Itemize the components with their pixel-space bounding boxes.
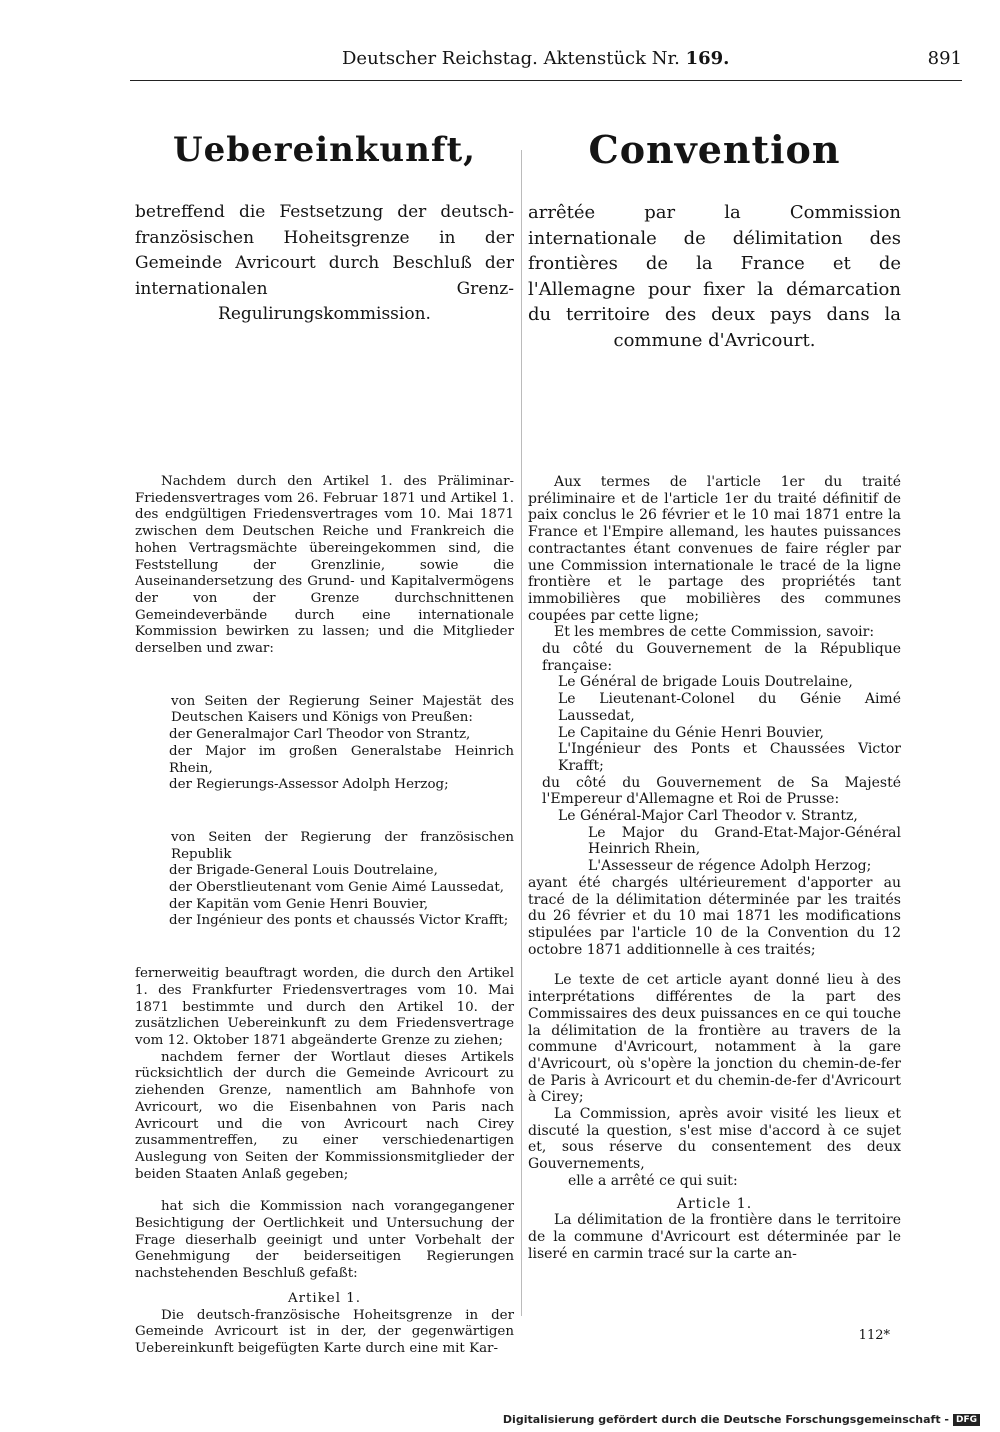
french-paragraph-2: ayant été chargés ultérieurement d'apporter au tracé de la délimitation déterminée par les traités du 26 février et du 10 mai 1871 les modifications stipulées par l'article 10 de la Convention du 12 octobre 1871 additionnelle à ces traités; — [528, 874, 901, 958]
french-member-fr-4: L'Ingénieur des Ponts et Chaussées Victor Krafft; — [558, 741, 901, 774]
page-number: 891 — [927, 48, 962, 69]
german-intro: Nachdem durch den Artikel 1. des Präliminar-Friedensvertrages vom 26. Februar 1871 und Artikel 1. des endgültigen Friedensvertrages vom 10. Mai 1871 zwischen dem Deutschen Reiche und Frankreich die hohen Vertragsmächte übereingekommen sind, die Feststellung der Grenzlinie, sowie die Auseinandersetzung des Grund- und Kapitalvermögens der von der Grenze durchschnittenen Gemeindeverbände durch eine internationale Kommission bewirken zu lassen; und die Mitglieder derselben und zwar: — [135, 474, 514, 657]
german-title: Uebereinkunft, — [172, 130, 477, 170]
french-paragraph-4: La Commission, après avoir visité les lieux et discuté la question, s'est mise d'accord à ce sujet et, sous réserve du consentement des deux Gouvernements, — [528, 1106, 901, 1173]
french-column — [528, 110, 901, 1262]
french-member-fr-1: Le Général de brigade Louis Doutrelaine, — [558, 674, 853, 691]
sheet-signature: 112* — [858, 1328, 890, 1343]
french-body — [528, 474, 901, 1262]
french-member-fr-3: Le Capitaine du Génie Henri Bouvier, — [558, 724, 824, 741]
german-member-de-1: der Generalmajor Carl Theodor von Strantz, — [169, 727, 471, 743]
header-document-number: 169. — [685, 48, 730, 69]
french-intro: Aux termes de l'article 1er du traité préliminaire et de l'article 1er du traité définitif de paix conclus le 26 février et le 10 mai 1871 entre la France et l'Empire allemand, les hautes puissances contractantes étant convenues de faire régler par une Commission internationale le tracé de la ligne frontière et le partage des propriétés tant immobilières que mobilières des communes coupées par cette ligne; — [528, 474, 901, 624]
german-party-de — [135, 694, 514, 794]
french-article-text: La délimitation de la frontière dans le territoire de la commune d'Avricourt est déterminée par le liseré en carmin tracé sur la carte an- — [528, 1212, 901, 1262]
german-member-de-3: der Regierungs-Assessor Adolph Herzog; — [169, 777, 449, 793]
french-subtitle: arrêtée par la Commission internationale de délimitation des frontières de la France et de l'Allemagne pour fixer la démarcation du territoire des deux pays dans la commune d'Avricourt. — [528, 202, 901, 351]
page-header — [130, 40, 962, 81]
german-member-fr-4: der Ingénieur des ponts et chaussés Victor Krafft; — [169, 913, 509, 929]
french-member-de-2: Le Major du Grand-Etat-Major-Général Heinrich Rhein, — [588, 824, 901, 858]
german-member-fr-1: der Brigade-General Louis Doutrelaine, — [169, 863, 438, 879]
header-title-text: Deutscher Reichstag. Aktenstück Nr. — [342, 48, 680, 69]
german-party-de-heading: von Seiten der Regierung Seiner Majestät des Deutschen Kaisers und Königs von Preußen: — [171, 693, 514, 726]
dfg-logo: DFG — [953, 1414, 980, 1426]
french-party-fr-heading: du côté du Gouvernement de la République française: — [542, 641, 901, 674]
german-paragraph-2: fernerweitig beauftragt worden, die durch den Artikel 1. des Frankfurter Friedensvertrages vom 10. Mai 1871 bestimmte und durch den Artikel 10. der zusätzlichen Uebereinkunft zu dem Friedensvertrage vom 12. Oktober 1871 abgeänderte Grenze zu ziehen; — [135, 966, 514, 1048]
german-subtitle: betreffend die Festsetzung der deutsch-französischen Hoheitsgrenze in der Gemeinde Avricourt durch Beschluß der internationalen Grenz-Regulirungskommission. — [135, 202, 514, 325]
german-article-text: Die deutsch-französische Hoheitsgrenze in der Gemeinde Avricourt ist in der, der gegenwärtigen Uebereinkunft beigefügten Karte durch eine mit Kar- — [135, 1307, 514, 1356]
german-paragraph-4: hat sich die Kommission nach vorangegangener Besichtigung der Oertlichkeit und Untersuchung der Frage dieserhalb geeinigt und unter Vorbehalt der Genehmigung der beiderseitigen Regierungen nachstehenden Beschluß gefaßt: — [135, 1199, 514, 1282]
german-column — [135, 110, 514, 1358]
french-paragraph-3: Le texte de cet article ayant donné lieu à des interprétations différentes de la part des Commissaires des deux puissances en ce qui touche la délimitation de la frontière au travers de la commune d'Avricourt, notamment à la gare d'Avricourt, où s'opère la jonction du chemin-de-fer de Paris à Avricourt et du chemin-de-fer d'Avricourt à Cirey; — [528, 972, 901, 1106]
german-paragraph-3: nachdem ferner der Wortlaut dieses Artikels rücksichtlich der durch die Gemeinde Avricourt zu ziehenden Grenze, namentlich am Bahnhofe von Avricourt, wo die Eisenbahnen von Paris nach Avricourt und die von Avricourt nach Cirey zusammentreffen, zu einer verschiedenartigen Auslegung von Seiten der Kommissionsmitglieder der beiden Staaten Anlaß gegeben; — [135, 1049, 514, 1182]
french-intro-2: Et les membres de cette Commission, savoir: — [554, 624, 875, 641]
french-article-heading: Article 1. — [676, 1195, 753, 1212]
french-paragraph-5: elle a arrêté ce qui suit: — [568, 1172, 738, 1189]
column-divider — [521, 150, 522, 1316]
footer-text: Digitalisierung gefördert durch die Deutsche Forschungsgemeinschaft - — [502, 1413, 949, 1426]
german-member-fr-2: der Oberstlieutenant vom Genie Aimé Laussedat, — [169, 880, 505, 896]
german-party-fr-heading: von Seiten der Regierung der französischen Republik — [171, 829, 514, 862]
french-member-de-3: L'Assesseur de régence Adolph Herzog; — [588, 858, 872, 875]
footer — [503, 1413, 980, 1426]
french-party-de-heading: du côté du Gouvernement de Sa Majesté l'Empereur d'Allemagne et Roi de Prusse: — [542, 774, 901, 808]
french-member-de-1: Le Général-Major Carl Theodor v. Strantz, — [558, 808, 858, 825]
german-body — [135, 474, 514, 1358]
german-member-fr-3: der Kapitän vom Genie Henri Bouvier, — [169, 896, 429, 912]
german-party-fr — [135, 830, 514, 930]
french-title: Convention — [588, 127, 841, 172]
french-member-fr-2: Le Lieutenant-Colonel du Génie Aimé Laussedat, — [558, 691, 901, 724]
german-article-heading: Artikel 1. — [287, 1290, 362, 1306]
header-title — [342, 48, 729, 69]
german-member-de-2: der Major im großen Generalstabe Heinrich Rhein, — [169, 743, 514, 776]
